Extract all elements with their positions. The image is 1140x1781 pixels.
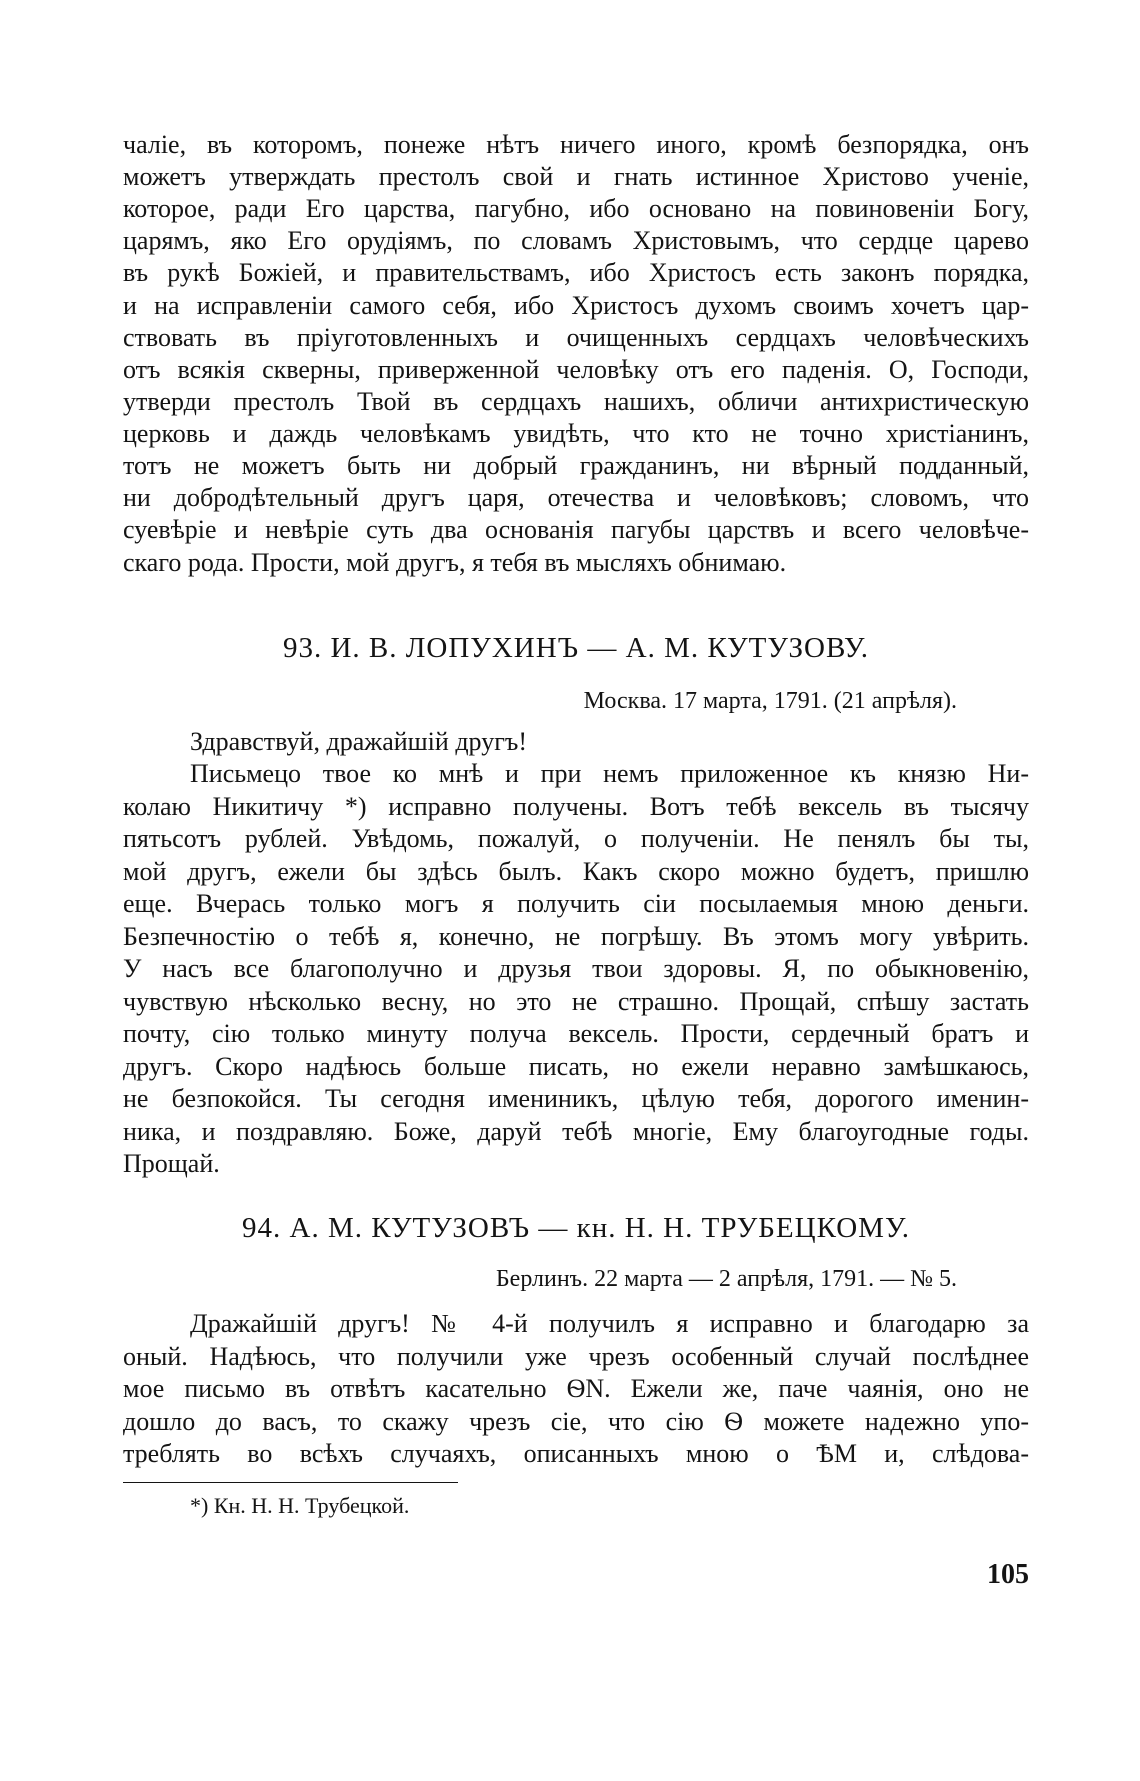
text-line: не безпокойся. Ты сегодня имениникъ, цѣлую тебя, дорогого именин- xyxy=(123,1084,1029,1113)
letter-94-dateline: Берлинъ. 22 марта — 2 апрѣля, 1791. — № 5. xyxy=(495,1266,957,1292)
text-line: суевѣріе и невѣріе суть два основанія пагубы царствъ и всего человѣче- xyxy=(123,515,1029,544)
text-line: Письмецо твое ко мнѣ и при немъ приложенное къ князю Ни- xyxy=(190,759,1029,788)
letter-93-greeting: Здравствуй, дражайшій другъ! xyxy=(190,727,527,756)
text-line: которое, ради Его царства, пагубно, ибо основано на повиновеніи Богу, xyxy=(123,194,1029,223)
text-line: утверди престолъ Твой въ сердцахъ нашихъ, обличи антихристическую xyxy=(123,387,1029,416)
text-line: можетъ утверждать престолъ свой и гнать истинное Христово ученіе, xyxy=(123,162,1029,191)
letter-94-heading: 94. А. М. КУТУЗОВЪ — кн. Н. Н. ТРУБЕЦКОМУ. xyxy=(242,1212,910,1244)
text-line: Дражайшій другъ! № 4-й получилъ я исправно и благодарю за xyxy=(190,1309,1029,1338)
text-line: скаго рода. Прости, мой другъ, я тебя въ мысляхъ обнимаю. xyxy=(123,548,787,577)
text-line: и на исправленіи самого себя, ибо Христосъ духомъ своимъ хочетъ цар- xyxy=(123,291,1029,320)
letter-93-heading: 93. И. В. ЛОПУХИНЪ — А. М. КУТУЗОВУ. xyxy=(282,632,870,664)
text-line: треблять во всѣхъ случаяхъ, описанныхъ мною о ѢМ и, слѣдова- xyxy=(123,1439,1029,1468)
text-line: Прощай. xyxy=(123,1149,220,1178)
text-line: оный. Надѣюсь, что получили уже чрезъ особенный случай послѣднее xyxy=(123,1342,1029,1371)
footnote-rule xyxy=(123,1482,458,1483)
text-line: ни добродѣтельный другъ царя, отечества и человѣковъ; словомъ, что xyxy=(123,483,1029,512)
text-line: У насъ все благополучно и друзья твои здоровы. Я, по обыкновенію, xyxy=(123,954,1029,983)
text-line: чувствую нѣсколько весну, но это не страшно. Прощай, спѣшу застать xyxy=(123,987,1029,1016)
text-line: отъ всякія скверны, приверженной человѣку отъ его паденія. О, Господи, xyxy=(123,355,1029,384)
text-line: мое письмо въ отвѣтъ касательно ѲN. Ежели же, паче чаянія, оно не xyxy=(123,1374,1029,1403)
text-line: еще. Вчерась только могъ я получить сіи посылаемыя мною деньги. xyxy=(123,889,1029,918)
text-line: пятьсотъ рублей. Увѣдомь, пожалуй, о полученіи. Не пенялъ бы ты, xyxy=(123,824,1029,853)
text-line: дошло до васъ, то скажу чрезъ сіе, что сію Ѳ можете надежно упо- xyxy=(123,1407,1029,1436)
text-line: мой другъ, ежели бы здѣсь былъ. Какъ скоро можно будетъ, пришлю xyxy=(123,857,1029,886)
letter-93-dateline: Москва. 17 марта, 1791. (21 апрѣля). xyxy=(583,688,957,714)
text-line: въ рукѣ Божіей, и правительствамъ, ибо Христосъ есть законъ порядка, xyxy=(123,258,1029,287)
page-number: 105 xyxy=(987,1559,1029,1590)
text-line: ствовать въ пріуготовленныхъ и очищенныхъ сердцахъ человѣческихъ xyxy=(123,323,1029,352)
footnote: *) Кн. Н. Н. Трубецкой. xyxy=(190,1493,410,1518)
text-line: колаю Никитичу *) исправно получены. Вотъ тебѣ вексель въ тысячу xyxy=(123,792,1029,821)
text-line: Безпечностію о тебѣ я, конечно, не погрѣшу. Въ этомъ могу увѣрить. xyxy=(123,922,1029,951)
text-line: почту, сію только минуту получа вексель. Прости, сердечный братъ и xyxy=(123,1019,1029,1048)
text-line: другъ. Скоро надѣюсь больше писать, но ежели неравно замѣшкаюсь, xyxy=(123,1052,1029,1081)
text-line: ника, и поздравляю. Боже, даруй тебѣ многіе, Ему благоугодные годы. xyxy=(123,1117,1029,1146)
text-line: тотъ не можетъ быть ни добрый гражданинъ, ни вѣрный подданный, xyxy=(123,451,1029,480)
text-line: церковь и даждь человѣкамъ увидѣть, что кто не точно христіанинъ, xyxy=(123,419,1029,448)
text-line: чаліе, въ которомъ, понеже нѣтъ ничего иного, кромѣ безпорядка, онъ xyxy=(123,130,1029,159)
text-line: царямъ, яко Его орудіямъ, по словамъ Христовымъ, что сердце царево xyxy=(123,226,1029,255)
